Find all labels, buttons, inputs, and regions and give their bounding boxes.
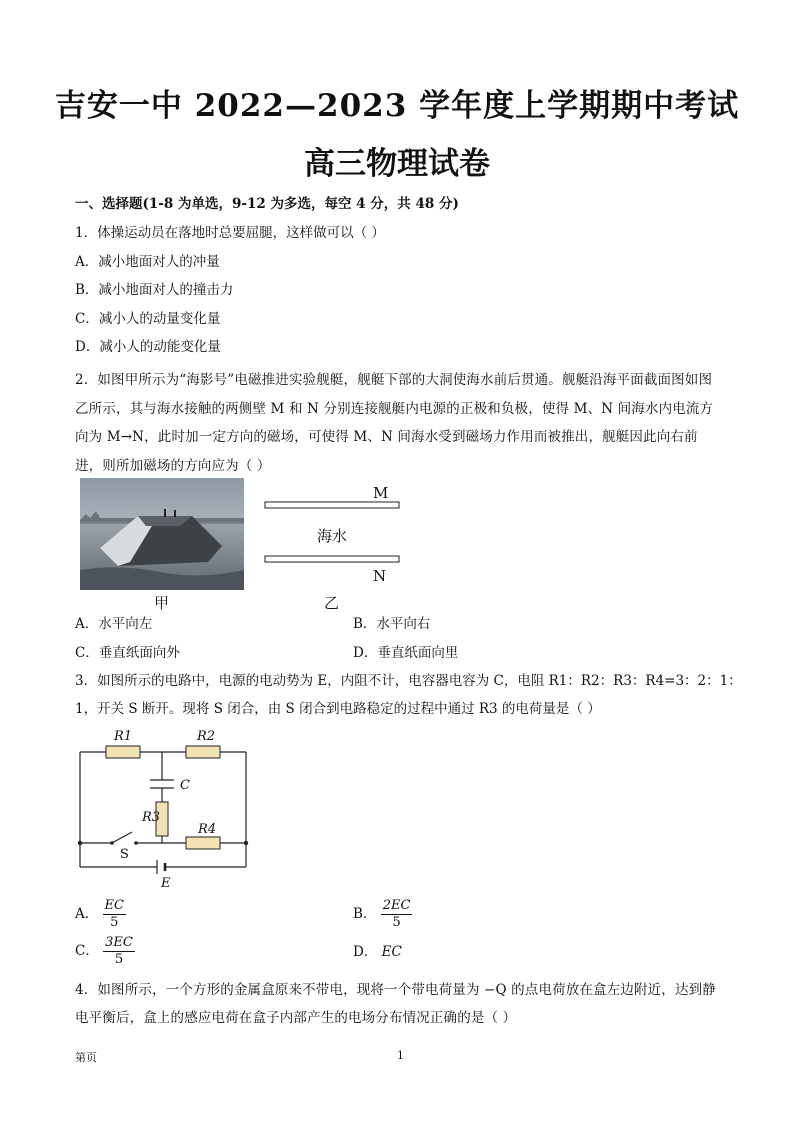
- seawater-label: 海水: [317, 527, 348, 545]
- fraction-numerator: 2EC: [382, 898, 411, 913]
- q1-option-c: C．减小人的动量变化量: [75, 311, 221, 327]
- q3-option-a-letter: A．: [75, 906, 99, 922]
- fraction-denominator: 5: [392, 915, 401, 930]
- circuit-diagram: [70, 722, 260, 894]
- exam-title: 吉安一中 2022—2023 学年度上学期期中考试: [54, 88, 740, 124]
- q3-option-a: [75, 898, 126, 931]
- plate-m-label: M: [373, 484, 389, 502]
- q1-option-d: D．减小人的动能变化量: [75, 339, 221, 355]
- label-emf: E: [161, 876, 171, 891]
- q2-option-d: D．垂直纸面向里: [353, 645, 459, 661]
- q2-option-c: C．垂直纸面向外: [75, 645, 180, 661]
- q1-option-a: A．减小地面对人的冲量: [75, 254, 220, 270]
- figure-jia-label: 甲: [154, 594, 170, 612]
- label-r3: R3: [142, 810, 161, 825]
- q3-option-d-value: EC: [381, 944, 402, 960]
- q2-option-a: A．水平向左: [75, 616, 153, 632]
- section-heading: 一、选择题(1-8 为单选，9-12 为多选，每空 4 分，共 48 分): [75, 196, 459, 212]
- fraction-denominator: 5: [110, 915, 119, 930]
- q3-option-c-fraction: [103, 935, 135, 968]
- figure-yi-label: 乙: [324, 594, 340, 612]
- q3-option-b-letter: B．: [353, 906, 377, 922]
- label-switch: S: [120, 847, 129, 862]
- fraction-denominator: 5: [114, 952, 124, 967]
- exam-subtitle: 高三物理试卷: [304, 146, 490, 182]
- label-r1: R1: [114, 729, 133, 744]
- label-r2: R2: [197, 729, 216, 744]
- q3-option-c-letter: C．: [75, 943, 99, 959]
- q1-option-b: B．减小地面对人的撞击力: [75, 282, 234, 298]
- page-number: 1: [397, 1049, 404, 1062]
- footer-label: 第页: [75, 1051, 97, 1064]
- q3-option-a-fraction: [103, 898, 126, 931]
- q2-stem: 2．如图甲所示为“海影号”电磁推进实验舰艇，舰艇下部的大洞使海水前后贯通。舰艇沿海平面截面图如图乙所示，其与海水接触的两侧壁 M 和 N 分别连接舰艇内电源的正极和负极，使得 M、N 间海水内电流方向为 M→N，此时加一定方向的磁场，可使得 M、N 间海水受到磁场力作用而被推出，舰艇因此向右前进，则所加磁场的方向应为（ ）: [75, 372, 714, 474]
- q3-option-d: [353, 942, 402, 962]
- q1-stem: 1．体操运动员在落地时总要屈腿，这样做可以（ ）: [75, 225, 385, 241]
- q3-option-b-fraction: [381, 898, 413, 931]
- q4-stem: 4．如图所示，一个方形的金属盒原来不带电，现将一个带电荷量为 −Q 的点电荷放在盒左边附近，达到静电平衡后，盒上的感应电荷在盒子内部产生的电场分布情况正确的是（ ）: [75, 982, 716, 1026]
- ship-photo: [80, 478, 244, 590]
- label-r4: R4: [198, 822, 217, 837]
- fraction-numerator: EC: [104, 898, 124, 913]
- q3-stem-line2: 1，开关 S 断开。现将 S 闭合，由 S 闭合到电路稳定的过程中通过 R3 的电荷量是（ ）: [75, 701, 601, 717]
- q3-option-d-letter: D．: [353, 944, 378, 960]
- q3-option-c: [75, 935, 135, 968]
- fraction-numerator: 3EC: [105, 935, 133, 950]
- label-capacitor: C: [180, 778, 190, 793]
- plate-n-label: N: [373, 567, 387, 585]
- q3-stem-line1: 3．如图所示的电路中，电源的电动势为 E，内阻不计，电容器电容为 C，电阻 R1：R2：R3：R4=3：2：1：: [75, 673, 742, 689]
- q2-option-b: B．水平向右: [353, 616, 431, 632]
- q3-option-b: [353, 898, 412, 931]
